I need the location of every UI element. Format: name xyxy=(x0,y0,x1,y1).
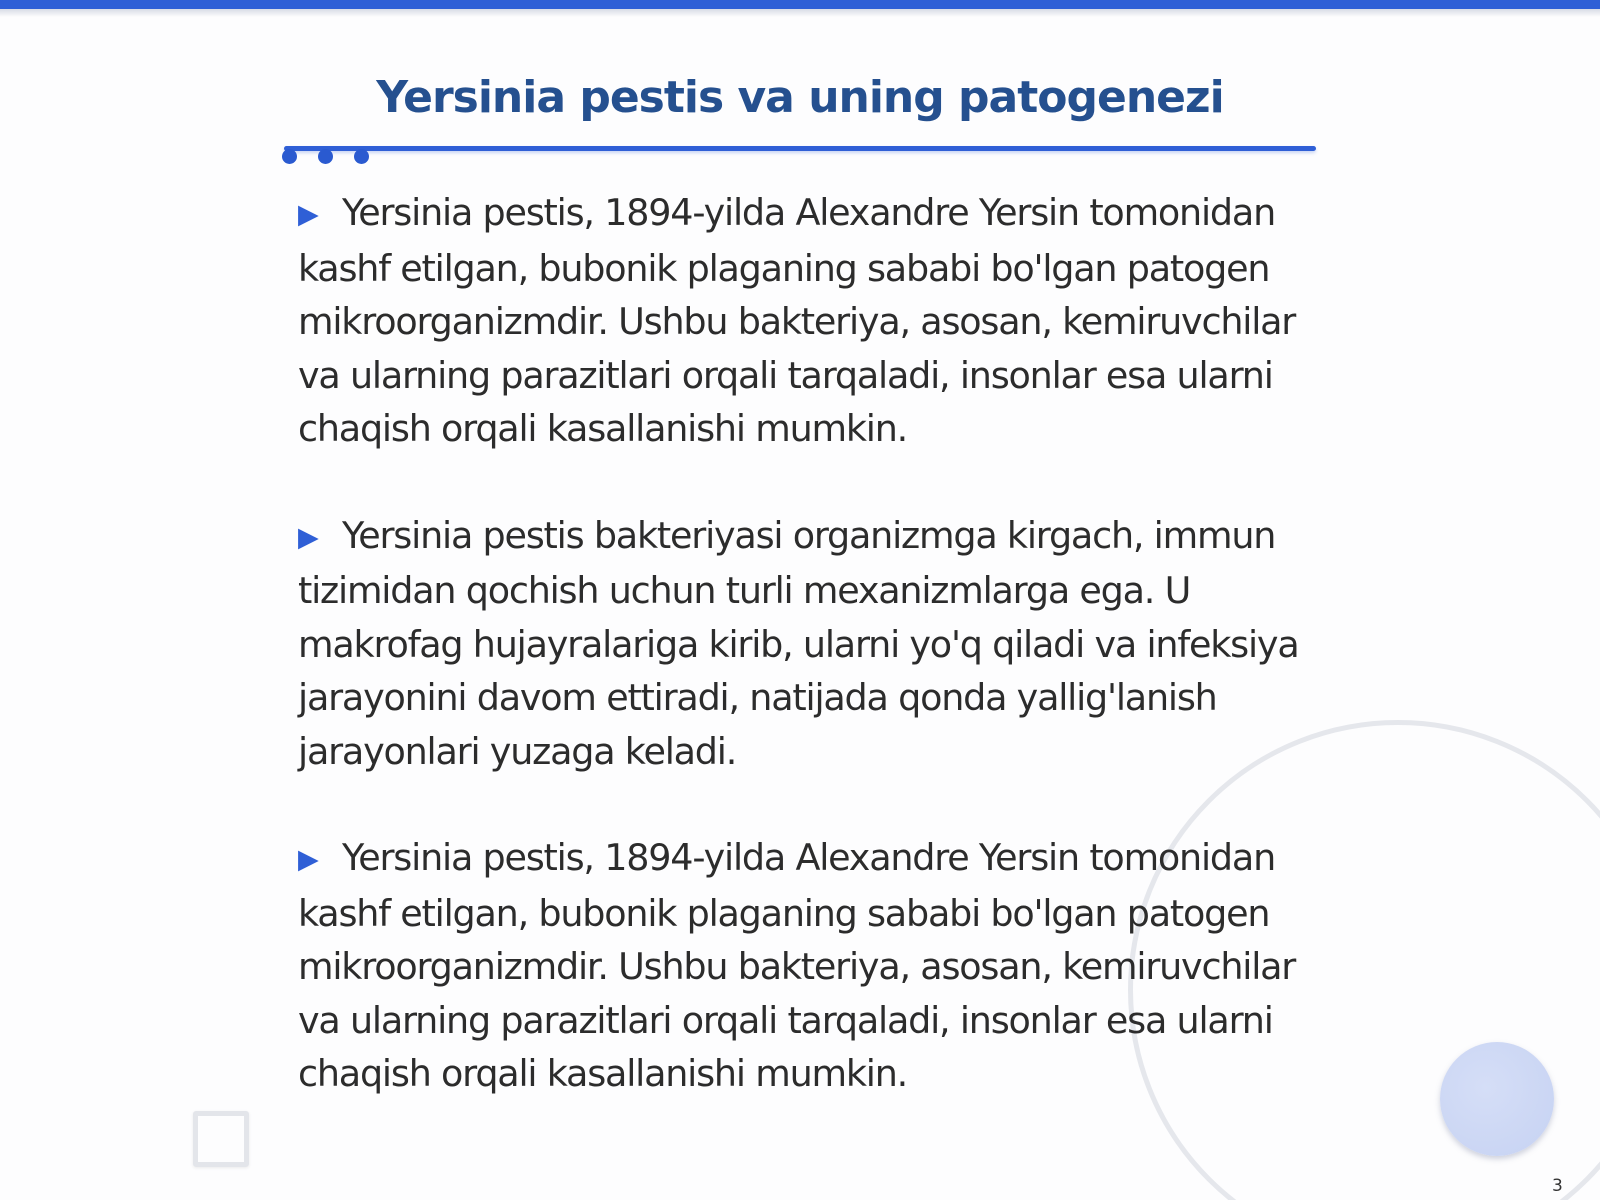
bullet-item xyxy=(298,509,1308,779)
page-number: 3 xyxy=(1552,1176,1563,1196)
decor-dot xyxy=(354,149,369,164)
decor-square xyxy=(193,1111,249,1167)
bullet-text: Yersinia pestis, 1894-yilda Alexandre Yersin tomonidan kashf etilgan, bubonik plaganing sababi bo'lgan patogen mikroorganizmdir. Ushbu bakteriya, asosan, kemiruvchilar va ularning parazitlari orqali tarqaladi, insonlar esa ularni chaqish orqali kasallanishi mumkin. xyxy=(298,836,1296,1095)
bullet-text: Yersinia pestis, 1894-yilda Alexandre Yersin tomonidan kashf etilgan, bubonik plaganing sababi bo'lgan patogen mikroorganizmdir. Ushbu bakteriya, asosan, kemiruvchilar va ularning parazitlari orqali tarqaladi, insonlar esa ularni chaqish orqali kasallanishi mumkin. xyxy=(298,191,1296,450)
bullet-arrow-icon: ▶ xyxy=(298,844,318,875)
bullet-item xyxy=(298,831,1308,1101)
bullet-arrow-icon: ▶ xyxy=(298,521,318,553)
decor-dot xyxy=(318,149,333,164)
top-accent-bar xyxy=(0,0,1600,9)
top-bar-shadow xyxy=(0,9,1600,17)
bullet-arrow-icon: ▶ xyxy=(298,199,318,230)
bullet-list xyxy=(298,186,1308,1154)
slide-title: Yersinia pestis va uning patogenezi xyxy=(376,72,1224,123)
decor-circle xyxy=(1440,1042,1554,1156)
decor-dot xyxy=(282,149,297,164)
bullet-text: Yersinia pestis bakteriyasi organizmga kirgach, immun tizimidan qochish uchun turli mexanizmlarga ega. U makrofag hujayralariga kirib, ularni yo'q qiladi va infeksiya jarayonini davom ettiradi, natijada qonda yallig'lanish jarayonlari yuzaga keladi. xyxy=(298,513,1299,773)
title-underline xyxy=(284,146,1316,151)
bullet-item xyxy=(298,186,1308,456)
